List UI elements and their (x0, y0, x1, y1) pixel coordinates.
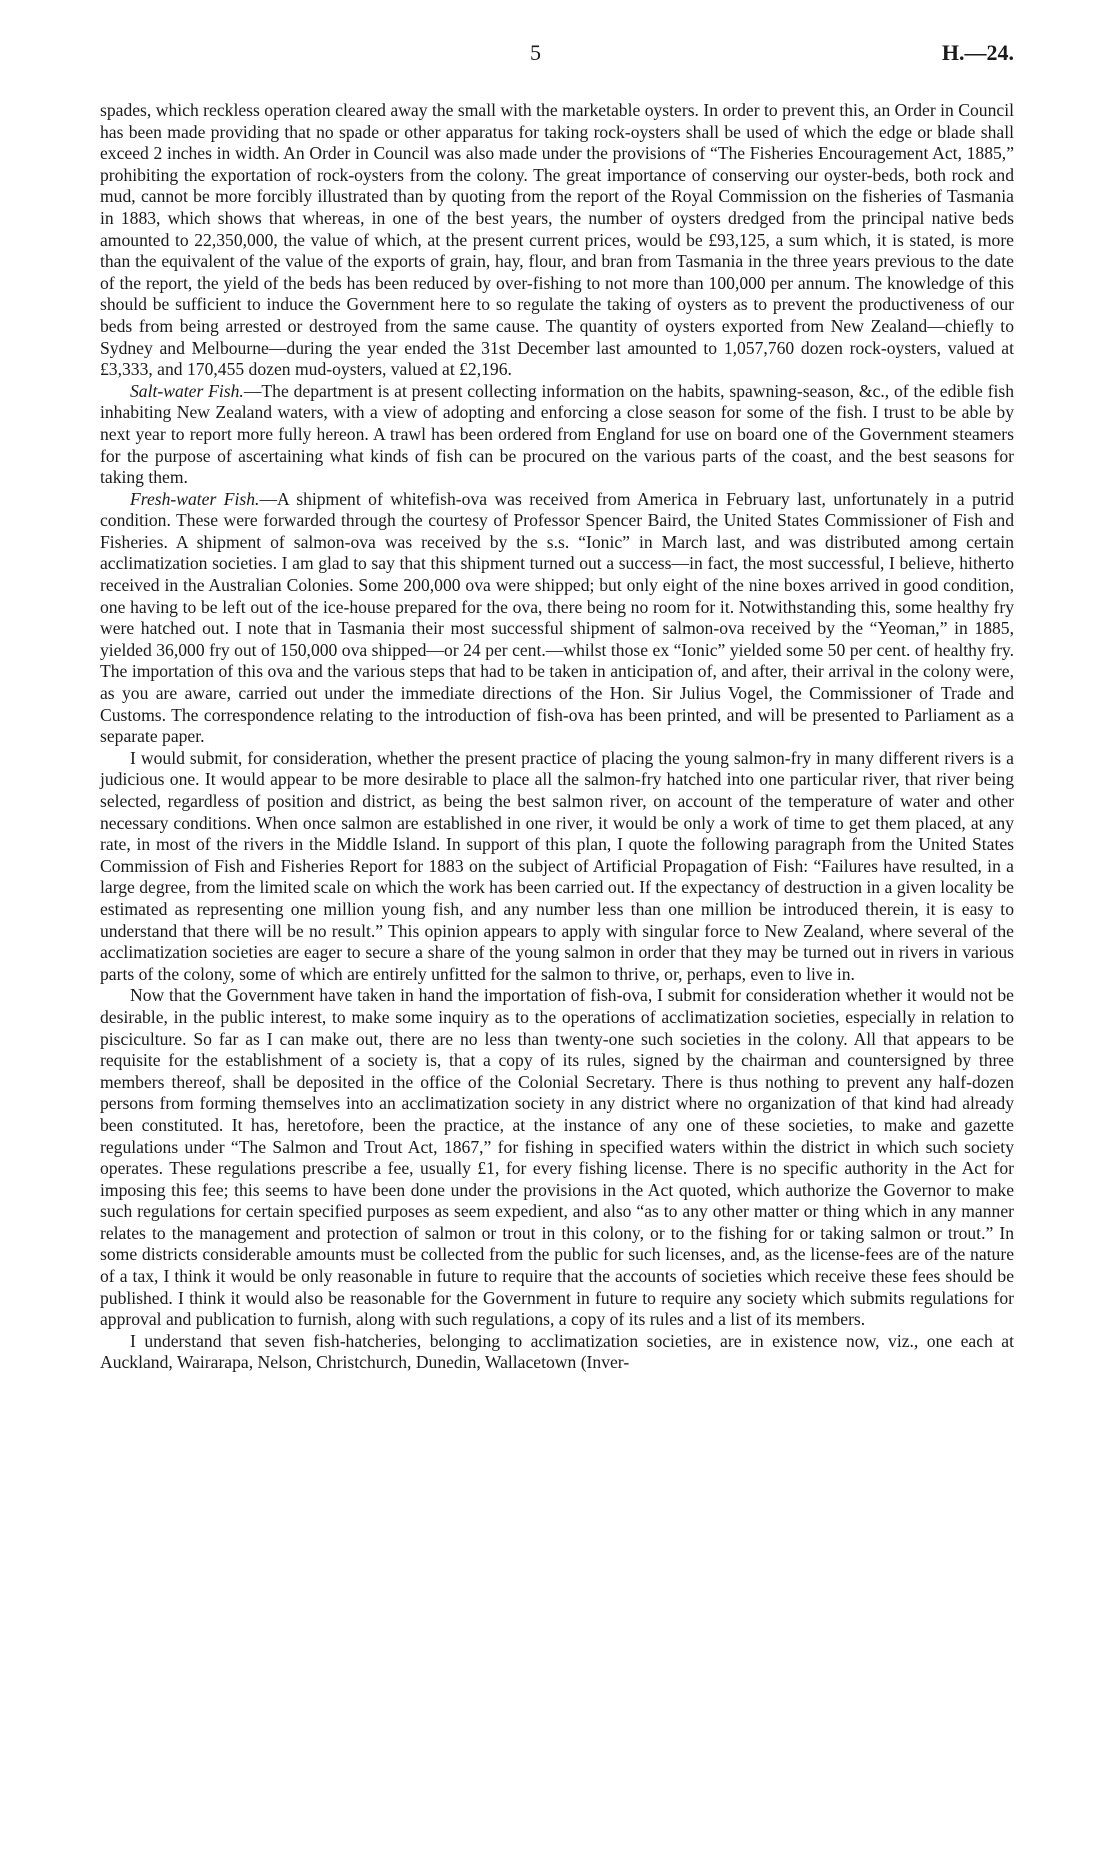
paragraph-acclimatization-societies (100, 985, 1014, 1331)
paragraph-salt-water-fish (100, 381, 1014, 489)
paragraph-fresh-water-fish (100, 489, 1014, 748)
paragraph-text: Now that the Government have taken in hand the importation of fish-ova, I submit for consideration whether it would not be desirable, in the public interest, to make some inquiry as to the operations of acclimatization societies, especially in relation to pisciculture. So far as I can make out, there are no less than twenty-one such societies in the colony. All that appears to be requisite for the establishment of a society is, that a copy of its rules, signed by the chairman and countersigned by three members thereof, shall be deposited in the office of the Colonial Secretary. There is thus nothing to prevent any half-dozen persons from forming themselves into an acclimatization society in any district where no organization of that kind had already been constituted. It has, heretofore, been the practice, at the instance of any one of these societies, to make and gazette regulations under “The Salmon and Trout Act, 1867,” for fishing in specified waters within the district in which such society operates. These regulations prescribe a fee, usually £1, for every fishing license. There is no specific authority in the Act for imposing this fee; this seems to have been done under the provisions in the Act quoted, which authorize the Governor to make such regulations for certain specified purposes as seem expedient, and also “as to any other matter or thing which in any manner relates to the management and protection of salmon or trout in this colony, or to the fishing for or taking salmon or trout.” In some districts considerable amounts must be collected from the public for such licenses, and, as the license-fees are of the nature of a tax, I think it would be only reasonable in future to require that the accounts of societies which receive these fees should be published. I think it would also be reasonable for the Government in future to require any society which submits regulations for approval and publication to furnish, along with such regulations, a copy of its rules and a list of its members. (100, 985, 1014, 1330)
section-heading-salt-water-fish: Salt-water Fish. (130, 380, 244, 401)
page-number: 5 (530, 40, 541, 65)
paragraph-salmon-fry (100, 748, 1014, 986)
page-header (0, 40, 1114, 70)
body-text (100, 100, 1014, 1374)
paragraph-oysters (100, 100, 1014, 381)
paragraph-text: I would submit, for consideration, whether the present practice of placing the young salmon-fry in many different rivers is a judicious one. It would appear to be more desirable to place all the salmon-fry hatched into one particular river, that river being selected, regardless of position and district, as being the best salmon river, on account of the temperature of water and other necessary conditions. When once salmon are established in one river, it would be only a work of time to get them placed, at any rate, in most of the rivers in the Middle Island. In support of this plan, I quote the following paragraph from the United States Commission of Fish and Fisheries Report for 1883 on the subject of Artificial Propagation of Fish: “Failures have resulted, in a large degree, from the limited scale on which the work has been carried out. If the expectancy of destruction in a given locality be estimated as representing one million young fish, and any number less than one million be introduced therein, it is easy to understand that there will be no result.” This opinion appears to apply with singular force to New Zealand, where several of the acclimatization societies are eager to secure a share of the young salmon in order that they may be turned out in rivers in various parts of the colony, some of which are entirely unfitted for the salmon to thrive, or, perhaps, even to live in. (100, 747, 1014, 984)
paragraph-text: —The department is at present collecting information on the habits, spawning-season, &c., of the edible fish inhabiting New Zealand waters, with a view of adopting and enforcing a close season for some of the fish. I trust to be able by next year to report more fully hereon. A trawl has been ordered from England for use on board one of the Government steamers for the purpose of ascertaining what kinds of fish can be procured on the various parts of the coast, and the best seasons for taking them. (100, 380, 1014, 488)
paragraph-fish-hatcheries (100, 1331, 1014, 1374)
paragraph-text: spades, which reckless operation cleared away the small with the marketable oysters. In order to prevent this, an Order in Council has been made providing that no spade or other apparatus for taking rock-oysters shall be used of which the edge or blade shall exceed 2 inches in width. An Order in Council was also made under the provisions of “The Fisheries Encouragement Act, 1885,” prohibiting the exportation of rock-oysters from the colony. The great importance of conserving our oyster-beds, both rock and mud, cannot be more forcibly illustrated than by quoting from the report of the Royal Commission on the fisheries of Tasmania in 1883, which shows that whereas, in one of the best years, the number of oysters dredged from the principal native beds amounted to 22,350,000, the value of which, at the present current prices, would be £93,125, a sum which, it is stated, is more than the equivalent of the value of the exports of grain, hay, flour, and bran from Tasmania in the three years previous to the date of the report, the yield of the beds has been reduced by over-fishing to not more than 100,000 per annum. The knowledge of this should be sufficient to induce the Government here to so regulate the taking of oysters as to prevent the productiveness of our beds from being arrested or destroyed from the same cause. The quantity of oysters exported from New Zealand—chiefly to Sydney and Melbourne—during the year ended the 31st December last amounted to 1,057,760 dozen rock-oysters, valued at £3,333, and 170,455 dozen mud-oysters, valued at £2,196. (100, 100, 1014, 380)
paragraph-text: I understand that seven fish-hatcheries, belonging to acclimatization societies, are in existence now, viz., one each at Auckland, Wairarapa, Nelson, Christchurch, Dunedin, Wallacetown (Inver- (100, 1330, 1014, 1373)
document-reference: H.—24. (941, 40, 1014, 65)
section-heading-fresh-water-fish: Fresh-water Fish. (130, 488, 260, 509)
paragraph-text: —A shipment of whitefish-ova was received from America in February last, unfortunately in a putrid condition. These were forwarded through the courtesy of Professor Spencer Baird, the United States Commissioner of Fish and Fisheries. A shipment of salmon-ova was received by the s.s. “Ionic” in March last, and was distributed among certain acclimatization societies. I am glad to say that this shipment turned out a success—in fact, the most successful, I believe, hitherto received in the Australian Colonies. Some 200,000 ova were shipped; but only eight of the nine boxes arrived in good condition, one having to be left out of the ice-house prepared for the ova, there being no room for it. Notwithstanding this, some healthy fry were hatched out. I note that in Tasmania their most successful shipment of salmon-ova received by the “Yeoman,” in 1885, yielded 36,000 fry out of 150,000 ova shipped—or 24 per cent.—whilst those ex “Ionic” yielded some 50 per cent. of healthy fry. The importation of this ova and the various steps that had to be taken in anticipation of, and after, their arrival in the colony were, as you are aware, carried out under the immediate directions of the Hon. Sir Julius Vogel, the Commissioner of Trade and Customs. The correspondence relating to the introduction of fish-ova has been printed, and will be presented to Parliament as a separate paper. (100, 488, 1014, 747)
